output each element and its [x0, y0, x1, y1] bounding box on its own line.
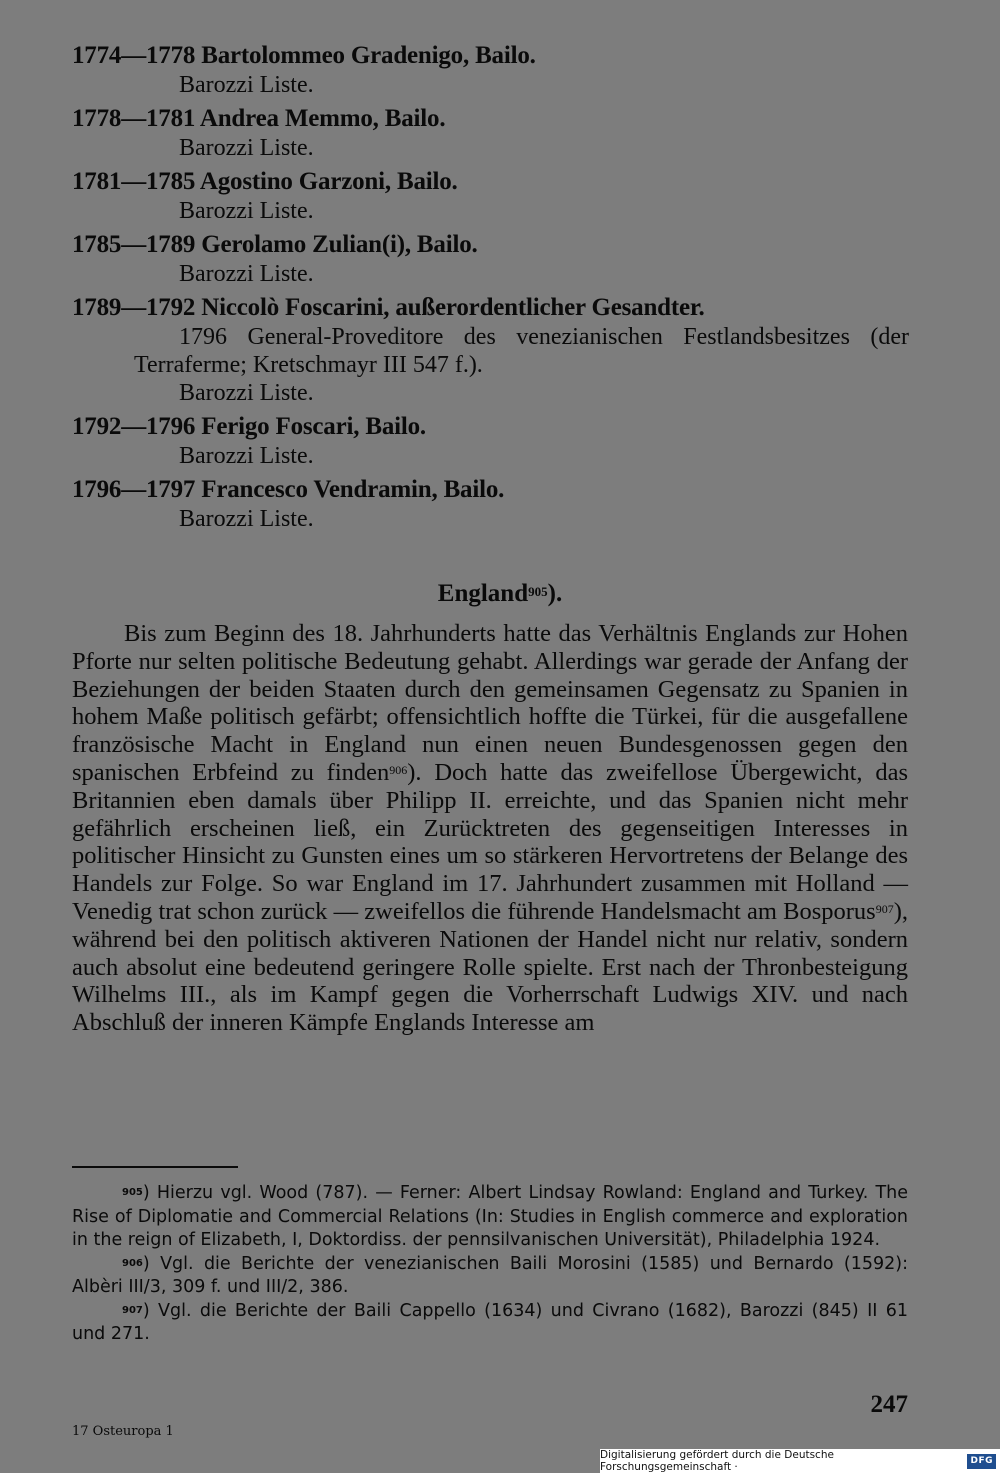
entry-source: Barozzi Liste.	[179, 506, 314, 532]
dfg-logo-icon: DFG	[967, 1454, 996, 1469]
entry-source: Barozzi Liste.	[179, 380, 314, 406]
body-text-part-2: ). Doch hatte das zweifellose Übergewicht, das Britannien eben damals über Philipp II. erreichte, und das Spanien nicht mehr gefährlich erscheinen ließ, ein Zurücktreten des gegenseitigen Interesses in politischer Hinsicht zu Gunsten eines um so stärkeren Hervortretens der Belange des Handels zur Folge. So war England im 17. Jahrhundert zusammen mit Holland — Venedig trat schon zurück — zweifellos die führende Handelsmacht am Bosporus	[72, 758, 908, 925]
footnote-text: ) Hierzu vgl. Wood (787). — Ferner: Albert Lindsay Rowland: England and Turkey. The Rise of Diplomatie and Commercial Relations (In: Studies in English commerce and exploration in the reign of Elizabeth, I, Doktordiss. der pennsilvanischen Universität), Philadelphia 1924.	[72, 1183, 908, 1250]
entry-source: Barozzi Liste.	[179, 72, 314, 98]
body-text-part-3: ), während bei den politisch aktiveren Nationen der Handel nicht nur relativ, sondern auch absolut eine bedeutend geringere Rolle spielte. Erst nach der Thronbesteigung Wilhelms III., als im Kampf gegen die Vorherrschaft Ludwigs XIV. und nach Abschluß der inneren Kämpfe Englands Interesse am	[72, 897, 908, 1037]
footnote-ref-906[interactable]: 906	[389, 762, 408, 777]
footnote-906	[72, 1253, 908, 1300]
entry-1781	[72, 166, 922, 225]
entry-source: Barozzi Liste.	[179, 261, 314, 287]
entry-1785	[72, 229, 922, 288]
entry-1778	[72, 103, 922, 162]
entry-1796	[72, 474, 922, 533]
footnote-marker: 907	[122, 1304, 143, 1316]
footnote-ref-907[interactable]: 907	[875, 901, 894, 916]
entry-note: 1796 General-Proveditore des venezianischen Festlandsbesitzes (der Terraferme; Kretschmayr III 547 f.).	[134, 324, 909, 378]
printer-signature-mark: 17 Osteuropa 1	[72, 1424, 174, 1439]
body-text-part-1: Bis zum Beginn des 18. Jahrhunderts hatte das Verhältnis Englands zur Hohen Pforte nur selten politische Bedeutung gehabt. Allerdings war gerade der Anfang der Beziehungen der beiden Staaten durch den gemeinsamen Gegensatz zu Spanien in hohem Maße politisch gefärbt; offensichtlich hoffte die Türkei, für die ausgefallene französische Macht in England nun einen neuen Bundesgenossen gegen den spanischen Erbfeind zu finden	[72, 620, 908, 786]
entry-source: Barozzi Liste.	[179, 198, 314, 224]
footnote-marker: 905	[122, 1187, 143, 1198]
bailo-entries-list	[72, 40, 922, 537]
entry-heading: 1781—1785 Agostino Garzoni, Bailo.	[72, 168, 458, 195]
entry-heading: 1792—1796 Ferigo Foscari, Bailo.	[72, 413, 426, 440]
section-heading-england	[0, 578, 1000, 610]
footnote-907	[72, 1300, 908, 1347]
entry-source: Barozzi Liste.	[179, 443, 314, 469]
entry-heading: 1796—1797 Francesco Vendramin, Bailo.	[72, 476, 505, 503]
footnote-ref-905[interactable]: 905	[528, 584, 548, 599]
section-title-suffix: ).	[547, 580, 563, 607]
entry-1789	[72, 292, 922, 407]
footnote-text: ) Vgl. die Berichte der venezianischen Baili Morosini (1585) und Bernardo (1592): Albèri III/3, 309 f. und III/2, 386.	[72, 1253, 908, 1297]
dfg-funding-text: Digitalisierung gefördert durch die Deutsche Forschungsgemeinschaft ·	[600, 1449, 834, 1473]
footnote-divider	[72, 1166, 238, 1168]
dfg-funding-notice	[600, 1449, 1000, 1473]
section-title: England	[437, 580, 529, 607]
body-paragraph	[72, 620, 908, 1037]
entry-heading: 1778—1781 Andrea Memmo, Bailo.	[72, 105, 446, 132]
page-number: 247	[870, 1391, 908, 1418]
entry-1774	[72, 40, 922, 99]
entry-1792	[72, 411, 922, 470]
entry-heading: 1774—1778 Bartolommeo Gradenigo, Bailo.	[72, 42, 536, 69]
footnotes-block	[72, 1182, 908, 1347]
entry-heading: 1785—1789 Gerolamo Zulian(i), Bailo.	[72, 231, 478, 258]
entry-source: Barozzi Liste.	[179, 135, 314, 161]
footnote-905	[72, 1182, 908, 1253]
entry-heading: 1789—1792 Niccolò Foscarini, außerordentlicher Gesandter.	[72, 294, 705, 321]
footnote-text: ) Vgl. die Berichte der Baili Cappello (1634) und Civrano (1682), Barozzi (845) II 61 und 271.	[72, 1300, 908, 1344]
footnote-marker: 906	[122, 1257, 143, 1269]
